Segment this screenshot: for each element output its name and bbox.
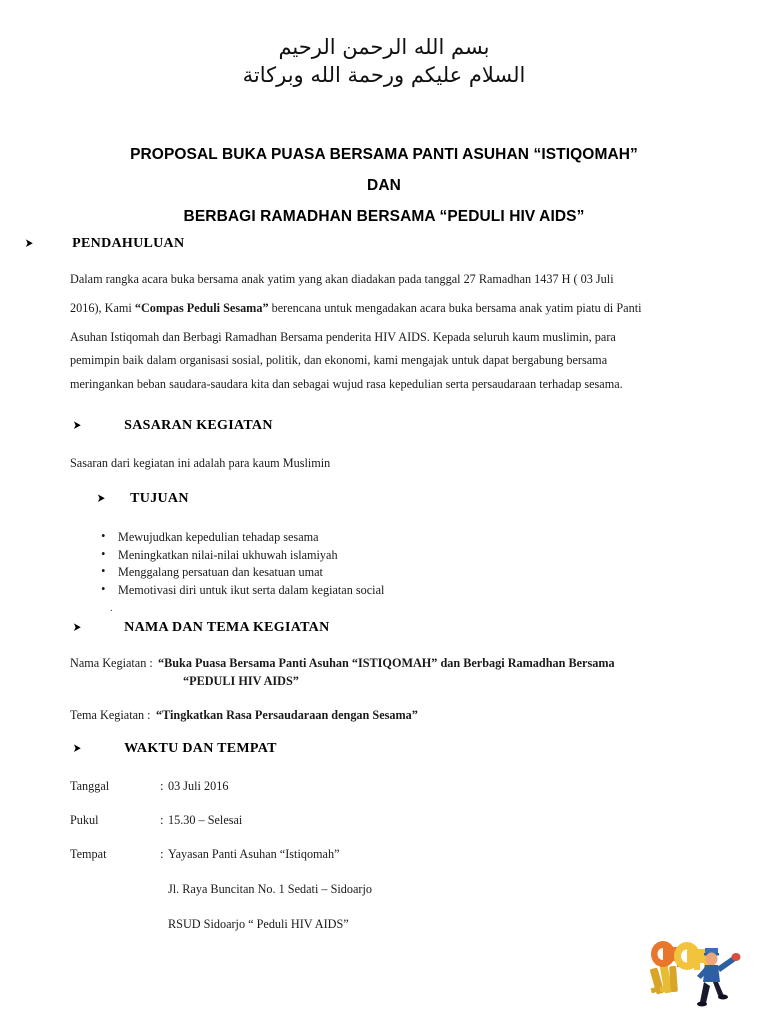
arrow-bullet-icon: ➤	[72, 620, 82, 634]
pendahuluan-line2-pre: 2016), Kami	[70, 300, 135, 315]
section-heading-waktu-tempat-label: WAKTU DAN TEMPAT	[124, 741, 277, 756]
section-heading-nama-tema-label: NAMA DAN TEMA KEGIATAN	[124, 620, 330, 635]
detail-label-tanggal: Tanggal	[70, 778, 110, 793]
tema-kegiatan-label: Tema Kegiatan :	[70, 707, 151, 722]
clipart-svg	[643, 932, 755, 1010]
nama-kegiatan-row-continued	[183, 673, 306, 689]
section-heading-pendahuluan-label: PENDAHULUAN	[72, 236, 185, 251]
detail-separator: :	[160, 778, 164, 793]
arrow-bullet-icon: ➤	[72, 741, 82, 755]
pendahuluan-paragraph-line-1: Dalam rangka acara buka bersama anak yatim yang akan diadakan pada tanggal 27 Ramadhan 1437 H ( 03 Juli	[70, 271, 614, 286]
document-title	[0, 139, 768, 232]
list-item: • Menggalang persatuan dan kesatuan umat	[118, 563, 384, 581]
detail-value-pukul: 15.30 – Selesai	[168, 812, 243, 827]
detail-row-tanggal	[70, 778, 232, 794]
list-item: • Memotivasi diri untuk ikut serta dalam kegiatan social	[118, 581, 384, 599]
title-line-3: BERBAGI RAMADHAN BERSAMA “PEDULI HIV AIDS”	[183, 208, 585, 225]
nama-kegiatan-value: “Buka Puasa Bersama Panti Asuhan “ISTIQOMAH” dan Berbagi Ramadhan Bersama	[158, 655, 615, 670]
basmala-calligraphy-image	[0, 34, 768, 89]
small-keys-icon	[650, 965, 678, 995]
basmala-line-2: السلام عليكم ورحمة الله وبركاتة	[242, 63, 526, 88]
section-heading-pendahuluan	[24, 236, 184, 252]
arrow-bullet-icon: ➤	[96, 491, 106, 505]
tema-kegiatan-row	[70, 707, 434, 723]
organization-name: “Compas Peduli Sesama”	[134, 300, 269, 315]
venue-address-line-1: Jl. Raya Buncitan No. 1 Sedati – Sidoarjo	[168, 881, 372, 896]
pendahuluan-paragraph-line-4: pemimpin baik dalam organisasi sosial, politik, dan ekonomi, kami mengajak untuk dapat bergabung bersama	[70, 352, 608, 367]
detail-label-pukul: Pukul	[70, 812, 99, 827]
title-line-1: PROPOSAL BUKA PUASA BERSAMA PANTI ASUHAN “ISTIQOMAH”	[130, 146, 638, 163]
detail-label-tempat: Tempat	[70, 846, 107, 861]
tujuan-list	[92, 528, 401, 598]
person-with-keys-clipart	[643, 932, 755, 1010]
title-line-2: DAN	[367, 177, 401, 194]
pendahuluan-paragraph-line-2	[70, 300, 641, 316]
arrow-bullet-icon: ➤	[24, 236, 34, 250]
sasaran-description: Sasaran dari kegiatan ini adalah para kaum Muslimin	[70, 455, 331, 470]
basmala-line-1: بسم الله الرحمن الرحيم	[278, 35, 490, 59]
detail-separator: :	[160, 812, 164, 827]
list-item: • Meningkatkan nilai-nilai ukhuwah islamiyah	[118, 546, 384, 564]
detail-value-tempat: Yayasan Panti Asuhan “Istiqomah”	[168, 846, 340, 861]
detail-separator: :	[160, 846, 164, 861]
detail-row-pukul	[70, 812, 247, 828]
section-heading-sasaran-label: SASARAN KEGIATAN	[124, 418, 273, 433]
venue-address-line-2: RSUD Sidoarjo “ Peduli HIV AIDS”	[168, 916, 349, 931]
tema-kegiatan-value: “Tingkatkan Rasa Persaudaraan dengan Sesama”	[155, 707, 418, 722]
detail-value-tanggal: 03 Juli 2016	[168, 778, 229, 793]
section-heading-nama-tema	[72, 620, 330, 636]
pendahuluan-paragraph-line-3: Asuhan Istiqomah dan Berbagi Ramadhan Bersama penderita HIV AIDS. Kepada seluruh kaum muslimin, para	[70, 329, 616, 344]
list-item: • Mewujudkan kepedulian tehadap sesama	[118, 528, 384, 546]
nama-kegiatan-label: Nama Kegiatan :	[70, 655, 153, 670]
arrow-bullet-icon: ➤	[72, 418, 82, 432]
section-heading-tujuan	[96, 491, 189, 507]
section-heading-sasaran-kegiatan	[72, 418, 273, 434]
stray-period-mark: .	[110, 602, 113, 614]
nama-kegiatan-row	[70, 655, 644, 671]
section-heading-waktu-tempat	[72, 741, 277, 757]
nama-kegiatan-value-line2: “PEDULI HIV AIDS”	[183, 673, 299, 688]
detail-row-tempat	[70, 846, 350, 862]
pendahuluan-paragraph-line-5: meringankan beban saudara-saudara kita dan sebagai wujud rasa kepedulian serta persaudaraan terhadap sesama.	[70, 376, 623, 391]
section-heading-tujuan-label: TUJUAN	[130, 491, 189, 506]
pendahuluan-line2-post: berencana untuk mengadakan acara buka bersama anak yatim piatu di Panti	[268, 300, 642, 315]
